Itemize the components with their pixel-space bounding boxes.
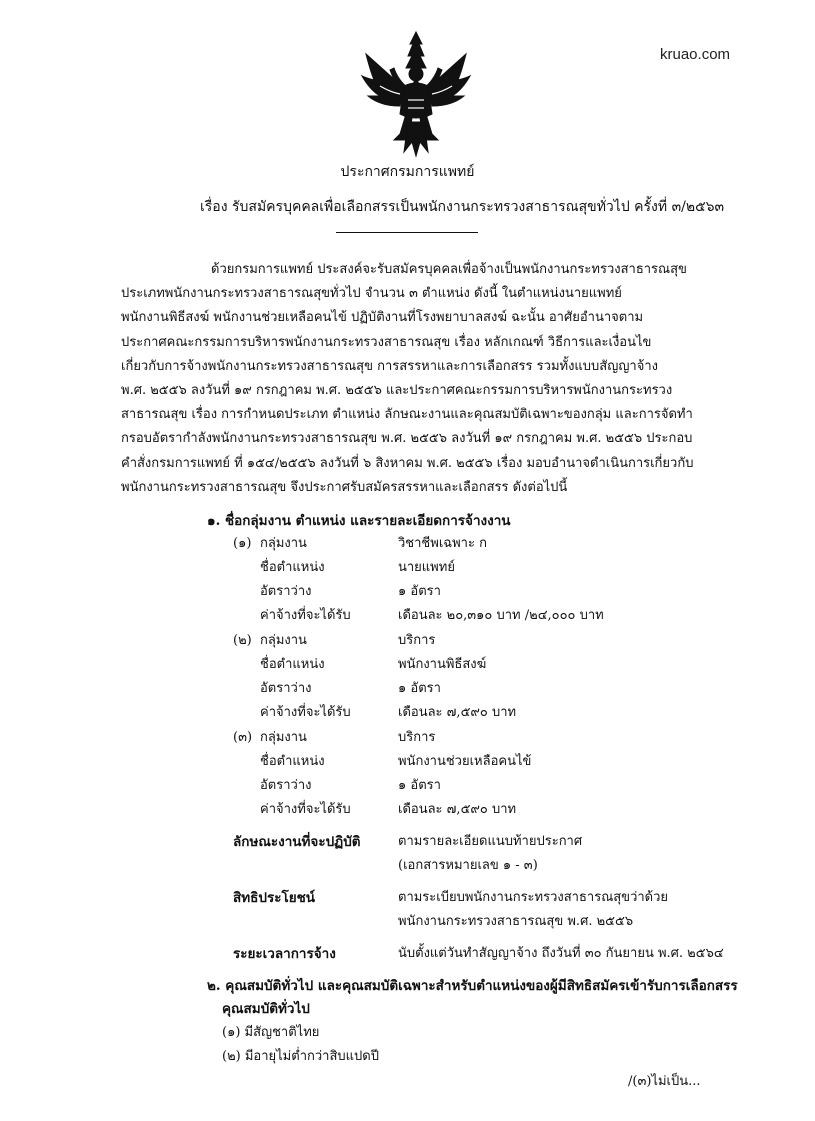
vacancy-label: อัตราว่าง [260,681,312,696]
benefits-value: ตามระเบียบพนักงานกระทรวงสาธารณสุขว่าด้วย [398,890,669,905]
section-2-title: ๒. คุณสมบัติทั่วไป และคุณสมบัติเฉพาะสำหรับตำแหน่งของผู้มีสิทธิสมัครเข้ารับการเลือกสรร [207,978,738,994]
position-number: (๑) [233,536,252,551]
benefits-value: พนักงานกระทรวงสาธารณสุข พ.ศ. ๒๕๕๖ [398,914,634,929]
vacancy-label: อัตราว่าง [260,584,312,599]
vacancy-value: ๑ อัตรา [398,778,441,793]
general-qualifications-title: คุณสมบัติทั่วไป [222,1001,310,1017]
duties-label: ลักษณะงานที่จะปฏิบัติ [233,834,361,850]
intro-line: เกี่ยวกับการจ้างพนักงานกระทรวงสาธารณสุข การสรรหาและการเลือกสรร รวมทั้งแบบสัญญาจ้าง [121,358,658,374]
document-subject: เรื่อง รับสมัครบุคคลเพื่อเลือกสรรเป็นพนักงานกระทรวงสาธารณสุขทั่วไป ครั้งที่ ๓/๒๕๖๓ [200,199,725,215]
garuda-emblem-icon [360,30,472,158]
vacancy-value: ๑ อัตรา [398,584,441,599]
benefits-label: สิทธิประโยชน์ [233,890,316,906]
title-divider [336,232,478,233]
title-value: พนักงานพิธีสงฆ์ [398,657,487,672]
intro-line: พนักงานกระทรวงสาธารณสุข จึงประกาศรับสมัครสรรหาและเลือกสรร ดังต่อไปนี้ [121,479,568,495]
qualification-item: (๒) มีอายุไม่ต่ำกว่าสิบแปดปี [222,1049,379,1064]
intro-line: สาธารณสุข เรื่อง การกำหนดประเภท ตำแหน่ง ลักษณะงานและคุณสมบัติเฉพาะของกลุ่ม และการจัดทำ [121,407,693,423]
group-label: กลุ่มงาน [260,536,307,551]
title-value: พนักงานช่วยเหลือคนไข้ [398,754,532,769]
position-number: (๒) [233,633,252,648]
continued-marker: /(๓)ไม่เป็น... [628,1074,701,1089]
wage-value: เดือนละ ๗,๕๙๐ บาท [398,705,517,720]
document-title: ประกาศกรมการแพทย์ [340,164,475,180]
wage-label: ค่าจ้างที่จะได้รับ [260,802,351,817]
period-label: ระยะเวลาการจ้าง [233,946,336,962]
intro-line: ด้วยกรมการแพทย์ ประสงค์จะรับสมัครบุคคลเพื่อจ้างเป็นพนักงานกระทรวงสาธารณสุข [211,262,687,277]
intro-line: คำสั่งกรมการแพทย์ ที่ ๑๕๔/๒๕๕๖ ลงวันที่ ๖ สิงหาคม พ.ศ. ๒๕๕๖ เรื่อง มอบอำนาจดำเนินการเกี่ยวกับ [121,455,694,471]
vacancy-label: อัตราว่าง [260,778,312,793]
group-value: บริการ [398,633,436,648]
intro-line: พ.ศ. ๒๕๕๖ ลงวันที่ ๑๙ กรกฎาคม พ.ศ. ๒๕๕๖ และประกาศคณะกรรมการบริหารพนักงานกระทรวง [121,383,673,399]
intro-line: ประกาศคณะกรรมการบริหารพนักงานกระทรวงสาธารณสุข เรื่อง หลักเกณฑ์ วิธีการและเงื่อนไข [121,334,652,350]
wage-value: เดือนละ ๒๐,๓๑๐ บาท /๒๔,๐๐๐ บาท [398,608,604,623]
title-label: ชื่อตำแหน่ง [260,754,325,769]
period-value: นับตั้งแต่วันทำสัญญาจ้าง ถึงวันที่ ๓๐ กันยายน พ.ศ. ๒๕๖๔ [398,946,724,961]
wage-label: ค่าจ้างที่จะได้รับ [260,608,351,623]
watermark: kruao.com [660,46,731,63]
intro-line: ประเภทพนักงานกระทรวงสาธารณสุขทั่วไป จำนวน ๓ ตำแหน่ง ดังนี้ ในตำแหน่งนายแพทย์ [121,286,622,302]
group-value: วิชาชีพเฉพาะ ก [398,536,487,551]
title-value: นายแพทย์ [398,560,455,575]
wage-label: ค่าจ้างที่จะได้รับ [260,705,351,720]
qualification-item: (๑) มีสัญชาติไทย [222,1025,320,1040]
group-label: กลุ่มงาน [260,633,307,648]
wage-value: เดือนละ ๗,๕๙๐ บาท [398,802,517,817]
group-value: บริการ [398,730,436,745]
group-label: กลุ่มงาน [260,730,307,745]
intro-line: พนักงานพิธีสงฆ์ พนักงานช่วยเหลือคนไข้ ปฏิบัติงานที่โรงพยาบาลสงฆ์ ฉะนั้น อาศัยอำนาจตาม [121,310,644,326]
intro-paragraph [121,258,741,500]
duties-value: (เอกสารหมายเลข ๑ - ๓) [398,858,538,873]
section-1-title: ๑. ชื่อกลุ่มงาน ตำแหน่ง และรายละเอียดการจ้างงาน [207,513,511,529]
position-number: (๓) [233,730,253,745]
vacancy-value: ๑ อัตรา [398,681,441,696]
duties-value: ตามรายละเอียดแนบท้ายประกาศ [398,834,583,849]
title-label: ชื่อตำแหน่ง [260,657,325,672]
intro-line: กรอบอัตรากำลังพนักงานกระทรวงสาธารณสุข พ.ศ. ๒๕๕๖ ลงวันที่ ๑๙ กรกฎาคม พ.ศ. ๒๕๕๖ ประกอบ [121,431,693,447]
title-label: ชื่อตำแหน่ง [260,560,325,575]
